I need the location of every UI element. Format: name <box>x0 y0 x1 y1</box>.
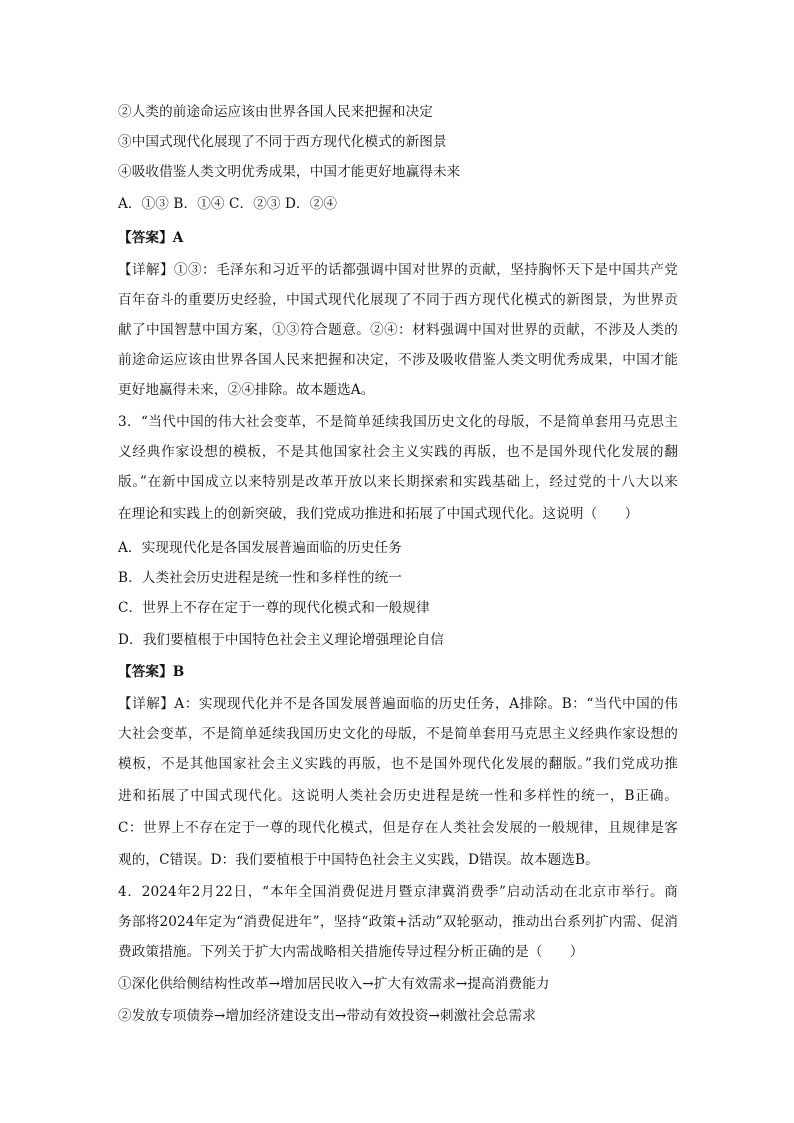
explanation-q2-line-3: 献了中国智慧中国方案，①③符合题意。②④：材料强调中国对世界的贡献，不涉及人类的 <box>118 322 678 338</box>
question-3-line-4: 在理论和实践上的创新突破，我们党成功推进和拓展了中国式现代化。这说明（ ） <box>118 506 639 522</box>
explanation-q3-line-6: 观的，C错误。D：我们要植根于中国特色社会主义实践，D错误。故本题选B。 <box>118 852 599 868</box>
explanation-q2-line-5: 更好地赢得未来，②④排除。故本题选A。 <box>118 382 375 398</box>
question-3-line-1: 3．“当代中国的伟大社会变革，不是简单延续我国历史文化的母版，不是简单套用马克思主 <box>118 414 678 430</box>
explanation-q2-line-1: 【详解】①③：毛泽东和习近平的话都强调中国对世界的贡献，坚持胸怀天下是中国共产党 <box>118 262 678 278</box>
choice-a-q3: A．实现现代化是各国发展普遍面临的历史任务 <box>118 540 402 556</box>
option-2-line: ②人类的前途命运应该由世界各国人民来把握和决定 <box>118 104 433 120</box>
option-1-q4: ①深化供给侧结构性改革→增加居民收入→扩大有效需求→提高消费能力 <box>118 976 550 992</box>
explanation-q3-line-5: C：世界上不存在定于一尊的现代化模式，但是存在人类社会发展的一般规律，且规律是客 <box>118 820 678 836</box>
option-2-q4: ②发放专项债券→增加经济建设支出→带动有效投资→刺激社会总需求 <box>118 1008 536 1024</box>
explanation-q3-line-2: 大社会变革，不是简单延续我国历史文化的母版，不是简单套用马克思主义经典作家设想的 <box>118 726 678 742</box>
question-4-line-2: 务部将2024年定为“消费促进年”，坚持“政策+活动”双轮驱动，推动出台系列扩内需、促消 <box>118 914 678 930</box>
choice-b-q3: B．人类社会历史进程是统一性和多样性的统一 <box>118 570 402 586</box>
option-4-line: ④吸收借鉴人类文明优秀成果，中国才能更好地赢得未来 <box>118 164 461 180</box>
answer-q3: 【答案】B <box>118 664 185 680</box>
question-4-line-1: 4．2024年2月22日，“本年全国消费促进月暨京津冀消费季”启动活动在北京市举行。商 <box>118 884 678 900</box>
question-3-line-2: 义经典作家设想的模板，不是其他国家社会主义实践的再版，也不是国外现代化发展的翻 <box>118 444 678 460</box>
explanation-q3-line-3: 模板，不是其他国家社会主义实践的再版，也不是国外现代化发展的翻版。”我们党成功推 <box>118 756 678 772</box>
explanation-q2-line-2: 百年奋斗的重要历史经验，中国式现代化展现了不同于西方现代化模式的新图景，为世界贡 <box>118 292 678 308</box>
explanation-q2-line-4: 前途命运应该由世界各国人民来把握和决定，不涉及吸收借鉴人类文明优秀成果，中国才能 <box>118 352 678 368</box>
choice-c-q3: C．世界上不存在定于一尊的现代化模式和一般规律 <box>118 600 430 616</box>
answer-q2: 【答案】A <box>118 230 184 246</box>
explanation-q3-line-1: 【详解】A：实现现代化并不是各国发展普遍面临的历史任务，A排除。B：“当代中国的伟 <box>118 696 678 712</box>
question-4-line-3: 费政策措施。下列关于扩大内需战略相关措施传导过程分析正确的是（ ） <box>118 944 584 960</box>
question-3-line-3: 版。”在新中国成立以来特别是改革开放以来长期探索和实践基础上，经过党的十八大以来 <box>118 474 678 490</box>
option-3-line: ③中国式现代化展现了不同于西方现代化模式的新图景 <box>118 134 447 150</box>
explanation-q3-line-4: 进和拓展了中国式现代化。这说明人类社会历史进程是统一性和多样性的统一，B正确。 <box>118 788 678 804</box>
answer-choices-q2: A．①③ B．①④ C．②③ D．②④ <box>118 196 338 212</box>
choice-d-q3: D．我们要植根于中国特色社会主义理论增强理论自信 <box>118 632 444 648</box>
